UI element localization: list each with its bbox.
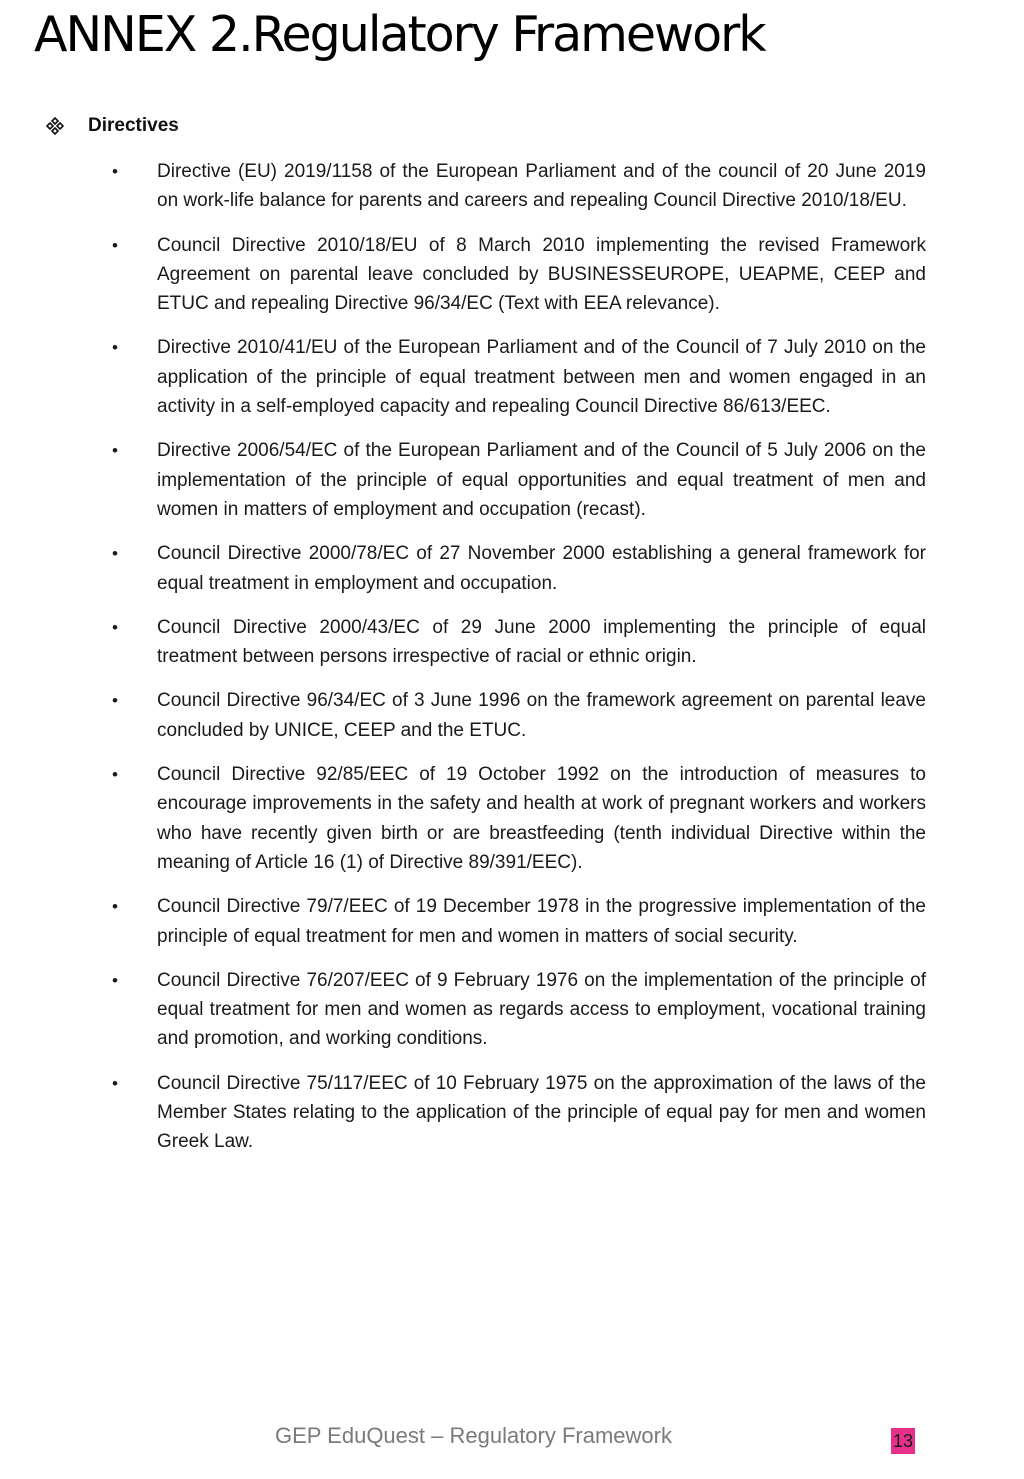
directive-list [110,157,926,1172]
page-number: 13 [891,1428,915,1454]
directive-text: Council Directive 76/207/EEC of 9 February 1976 on the implementation of the principle of equal treatment for men and women as regards access to employment, vocational training and promotion, and working conditions. [157,969,926,1050]
directive-text: Council Directive 92/85/EEC of 19 October 1992 on the introduction of measures to encourage improvements in the safety and health at work of pregnant workers and workers who have recently given birth or are breastfeeding (tenth individual Directive within the meaning of Article 16 (1) of Directive 89/391/EEC). [157,764,926,873]
bullet-icon: • [112,544,118,564]
directive-text: Council Directive 2010/18/EU of 8 March 2010 implementing the revised Framework Agreement on parental leave concluded by BUSINESSEUROPE, UEAPME, CEEP and ETUC and repealing Directive 96/34/EC (Text with EEA relevance). [157,234,926,315]
bullet-icon: • [112,441,118,461]
directive-text: Directive 2006/54/EC of the European Parliament and of the Council of 5 July 2006 on the implementation of the principle of equal opportunities and equal treatment of men and women in matters of employment and occupation (recast). [157,440,926,520]
list-item [110,686,926,745]
bullet-icon: • [112,338,118,358]
list-item [110,966,926,1054]
directive-text: Council Directive 2000/78/EC of 27 November 2000 establishing a general framework for equal treatment in employment and occupation. [157,543,926,594]
section-heading-label: Directives [88,115,179,136]
list-item [110,892,926,951]
bullet-icon: • [112,235,118,255]
page-title: ANNEX 2.Regulatory Framework [34,6,765,63]
directive-text: Council Directive 2000/43/EC of 29 June 2000 implementing the principle of equal treatment between persons irrespective of racial or ethnic origin. [157,616,926,668]
bullet-icon: • [112,691,118,711]
bullet-icon: • [112,617,118,637]
list-item [110,1069,926,1157]
directive-text: Directive (EU) 2019/1158 of the European Parliament and of the council of 20 June 2019 on work-life balance for parents and careers and repealing Council Directive 2010/18/EU. [157,161,926,212]
list-item [110,613,926,672]
directive-text: Directive 2010/41/EU of the European Parliament and of the Council of 7 July 2010 on the application of the principle of equal treatment between men and women engaged in an activity in a self-employed capacity and repealing Council Directive 86/613/EEC. [157,337,926,418]
list-item [110,760,926,877]
list-item [110,539,926,598]
bullet-icon: • [112,162,118,181]
list-item [110,436,926,524]
bullet-icon: • [112,897,118,917]
bullet-icon: • [112,970,118,990]
diamond-bullet-icon [46,117,64,135]
directive-text: Council Directive 96/34/EC of 3 June 1996 on the framework agreement on parental leave concluded by UNICE, CEEP and the ETUC. [157,690,926,741]
list-item [110,231,926,319]
directive-text: Council Directive 75/117/EEC of 10 February 1975 on the approximation of the laws of the Member States relating to the application of the principle of equal pay for men and women Greek Law. [157,1072,926,1153]
directive-text: Council Directive 79/7/EEC of 19 December 1978 in the progressive implementation of the principle of equal treatment for men and women in matters of social security. [157,896,926,947]
bullet-icon: • [112,765,118,785]
section-heading [46,115,179,137]
list-item [110,333,926,421]
footer-text: GEP EduQuest – Regulatory Framework [275,1423,672,1448]
bullet-icon: • [112,1073,118,1093]
list-item [110,157,926,216]
